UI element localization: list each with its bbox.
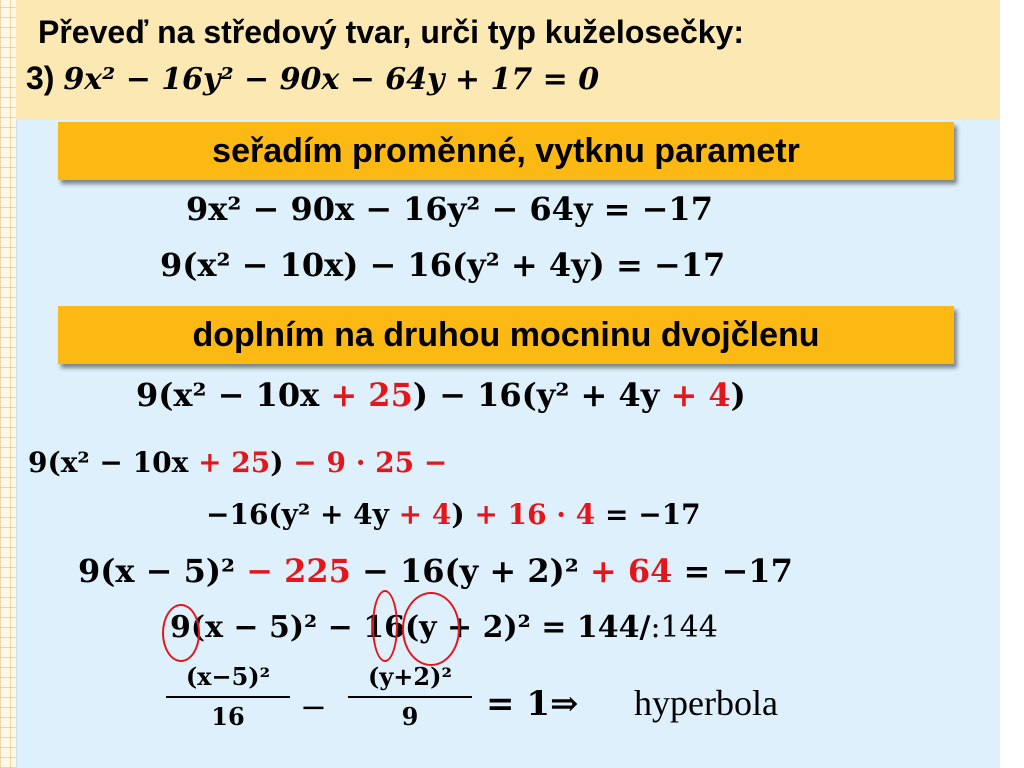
equation-balance-line2 bbox=[206, 498, 701, 531]
equation-rearranged: 9x² − 90x − 16y² − 64y = −17 bbox=[186, 190, 713, 228]
circle-annotation-9 bbox=[162, 604, 200, 662]
fraction-y-bar bbox=[348, 696, 472, 698]
fraction-y-numerator: (y+2)² bbox=[368, 662, 452, 691]
step2-label: doplním na druhou mocninu dvojčlenu bbox=[58, 306, 954, 364]
equation-factored: 9(x² − 10x) − 16(y² + 4y) = −17 bbox=[160, 246, 726, 284]
eq7-main: 9(x − 5)² − 16(y + 2)² = 144/ bbox=[170, 610, 651, 645]
eq4-part-b: ) bbox=[270, 446, 294, 479]
equation-squares bbox=[78, 552, 793, 590]
fraction-x-numerator: (x−5)² bbox=[185, 662, 271, 691]
fraction-x-bar bbox=[166, 696, 290, 698]
problem-number: 3) bbox=[26, 60, 55, 96]
eq6-part-b: − 16(y + 2)² bbox=[350, 552, 590, 590]
fraction-minus: − bbox=[300, 688, 327, 726]
result-equals: = 1⇒ bbox=[486, 684, 579, 724]
fraction-y-term bbox=[348, 662, 472, 732]
fraction-y-denominator: 9 bbox=[401, 702, 419, 731]
eq5-part-c: = −17 bbox=[595, 498, 701, 531]
circle-annotation-16 bbox=[402, 592, 460, 666]
eq3-added-25: + 25 bbox=[330, 376, 413, 414]
equation-balance-line1 bbox=[28, 446, 447, 479]
eq4-added-25: + 25 bbox=[198, 446, 271, 479]
eq3-part-a: 9(x² − 10x bbox=[136, 376, 331, 414]
eq5-add-64: + 16 · 4 bbox=[474, 498, 596, 531]
eq5-added-4: + 4 bbox=[398, 498, 452, 531]
conic-type-result: hyperbola bbox=[634, 683, 778, 723]
fraction-x-term bbox=[166, 662, 290, 732]
eq6-part-a: 9(x − 5)² bbox=[78, 552, 247, 590]
eq7-divide: :144 bbox=[650, 610, 718, 645]
problem-equation: 9x² − 16y² − 90x − 64y + 17 = 0 bbox=[63, 62, 600, 97]
equation-completed-square bbox=[136, 376, 746, 414]
left-decorative-strip bbox=[0, 0, 16, 768]
slide-title: Převeď na středový tvar, urči typ kuželosečky: bbox=[38, 14, 744, 50]
eq6-part-c: = −17 bbox=[672, 552, 793, 590]
right-margin bbox=[1000, 0, 1024, 768]
eq3-part-b: ) − 16(y² + 4y bbox=[412, 376, 671, 414]
eq4-subtract-225: − 9 · 25 − bbox=[293, 446, 448, 479]
circle-annotation-minus bbox=[372, 590, 398, 662]
eq3-part-c: ) bbox=[730, 376, 746, 414]
eq6-plus-64: + 64 bbox=[589, 552, 673, 590]
eq3-added-4: + 4 bbox=[670, 376, 731, 414]
eq5-part-b: ) bbox=[451, 498, 475, 531]
eq5-part-a: −16(y² + 4y bbox=[206, 498, 399, 531]
problem-statement bbox=[26, 60, 599, 97]
step1-label: seřadím proměnné, vytknu parametr bbox=[58, 122, 954, 180]
eq4-part-a: 9(x² − 10x bbox=[28, 446, 199, 479]
eq6-minus-225: − 225 bbox=[246, 552, 351, 590]
fraction-x-denominator: 16 bbox=[211, 702, 245, 731]
